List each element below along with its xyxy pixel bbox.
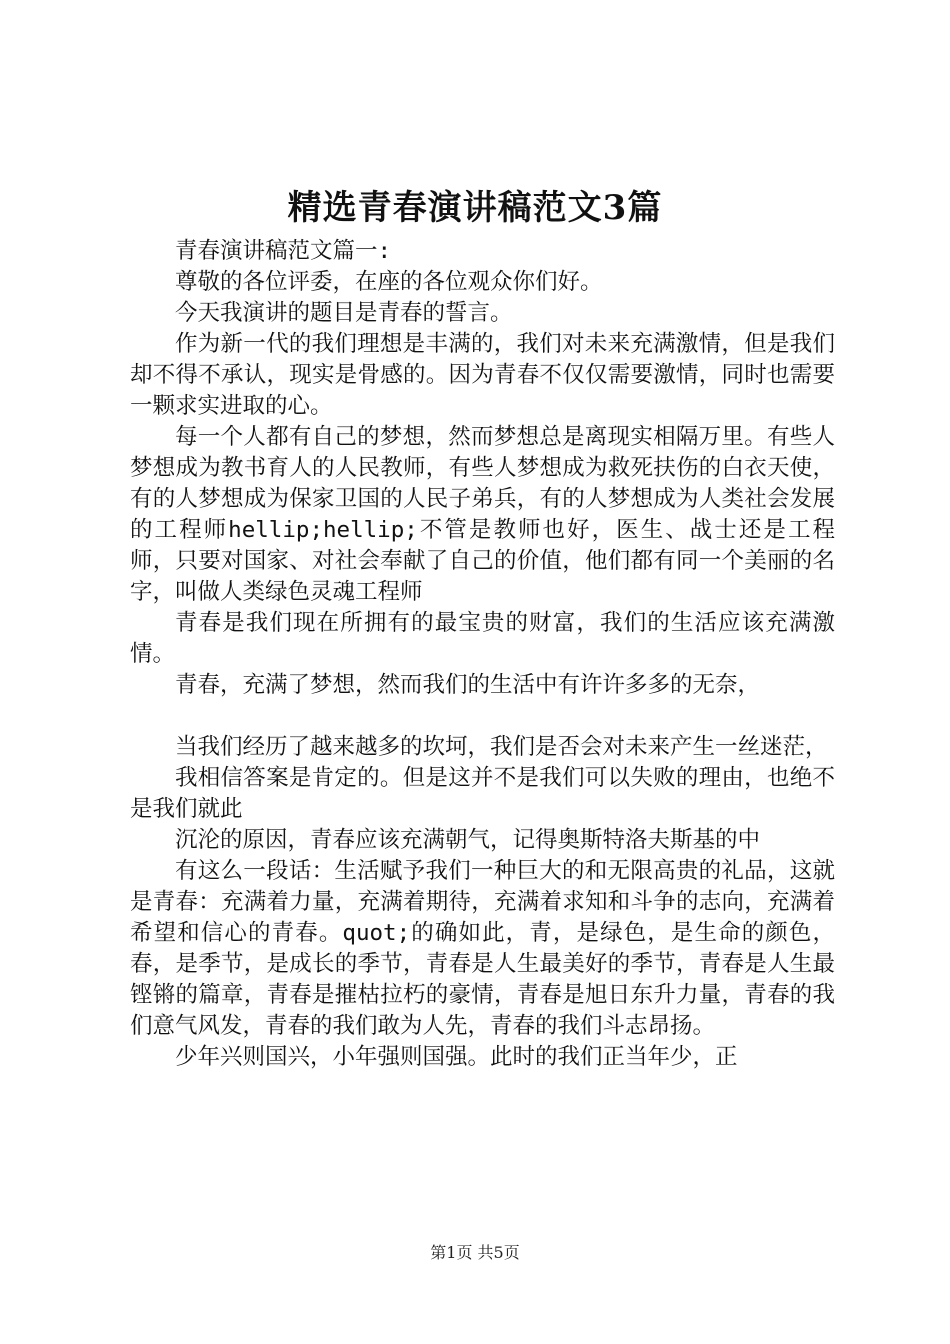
paragraph: 有这么一段话：生活赋予我们一种巨大的和无限高贵的礼品，这就是青春：充满着力量，充满着期待，充满着求知和斗争的志向，充满着希望和信心的青春。quot;的确如此，青，是绿色，是生命的颜色，春，是季节，是成长的季节，青春是人生最美好的季节，青春是人生最铿锵的篇章，青春是摧枯拉朽的豪情，青春是旭日东升力量，青春的我们意气风发，青春的我们敢为人先，青春的我们斗志昂扬。 xyxy=(130,858,835,1039)
document-title: 精选青春演讲稿范文3篇 xyxy=(287,188,663,228)
paragraph: 少年兴则国兴，小年强则国强。此时的我们正当年少，正 xyxy=(175,1044,738,1070)
paragraph: 沉沦的原因，青春应该充满朝气，记得奥斯特洛夫斯基的中 xyxy=(175,827,761,853)
page-footer: 第1页 共5页 xyxy=(430,1243,520,1262)
paragraph: 今天我演讲的题目是青春的誓言。 xyxy=(175,300,513,326)
document-body xyxy=(130,236,835,1073)
paragraph: 当我们经历了越来越多的坎坷，我们是否会对未来产生一丝迷茫， xyxy=(175,734,828,760)
paragraph: 青春演讲稿范文篇一: xyxy=(175,238,392,264)
paragraph: 我相信答案是肯定的。但是这并不是我们可以失败的理由，也绝不是我们就此 xyxy=(130,765,835,822)
paragraph: 青春，充满了梦想，然而我们的生活中有许许多多的无奈， xyxy=(175,672,761,698)
paragraph: 尊敬的各位评委，在座的各位观众你们好。 xyxy=(175,269,603,295)
paragraph: 青春是我们现在所拥有的最宝贵的财富，我们的生活应该充满激情。 xyxy=(130,610,835,667)
paragraph: 每一个人都有自己的梦想，然而梦想总是离现实相隔万里。有些人梦想成为教书育人的人民教师，有些人梦想成为救死扶伤的白衣天使，有的人梦想成为保家卫国的人民子弟兵，有的人梦想成为人类社会发展的工程师hellip;hellip;不管是教师也好，医生、战士还是工程师，只要对国家、对社会奉献了自己的价值，他们都有同一个美丽的名字，叫做人类绿色灵魂工程师 xyxy=(130,424,835,605)
paragraph: 作为新一代的我们理想是丰满的，我们对未来充满激情，但是我们却不得不承认，现实是骨感的。因为青春不仅仅需要激情，同时也需要一颗求实进取的心。 xyxy=(130,331,835,419)
